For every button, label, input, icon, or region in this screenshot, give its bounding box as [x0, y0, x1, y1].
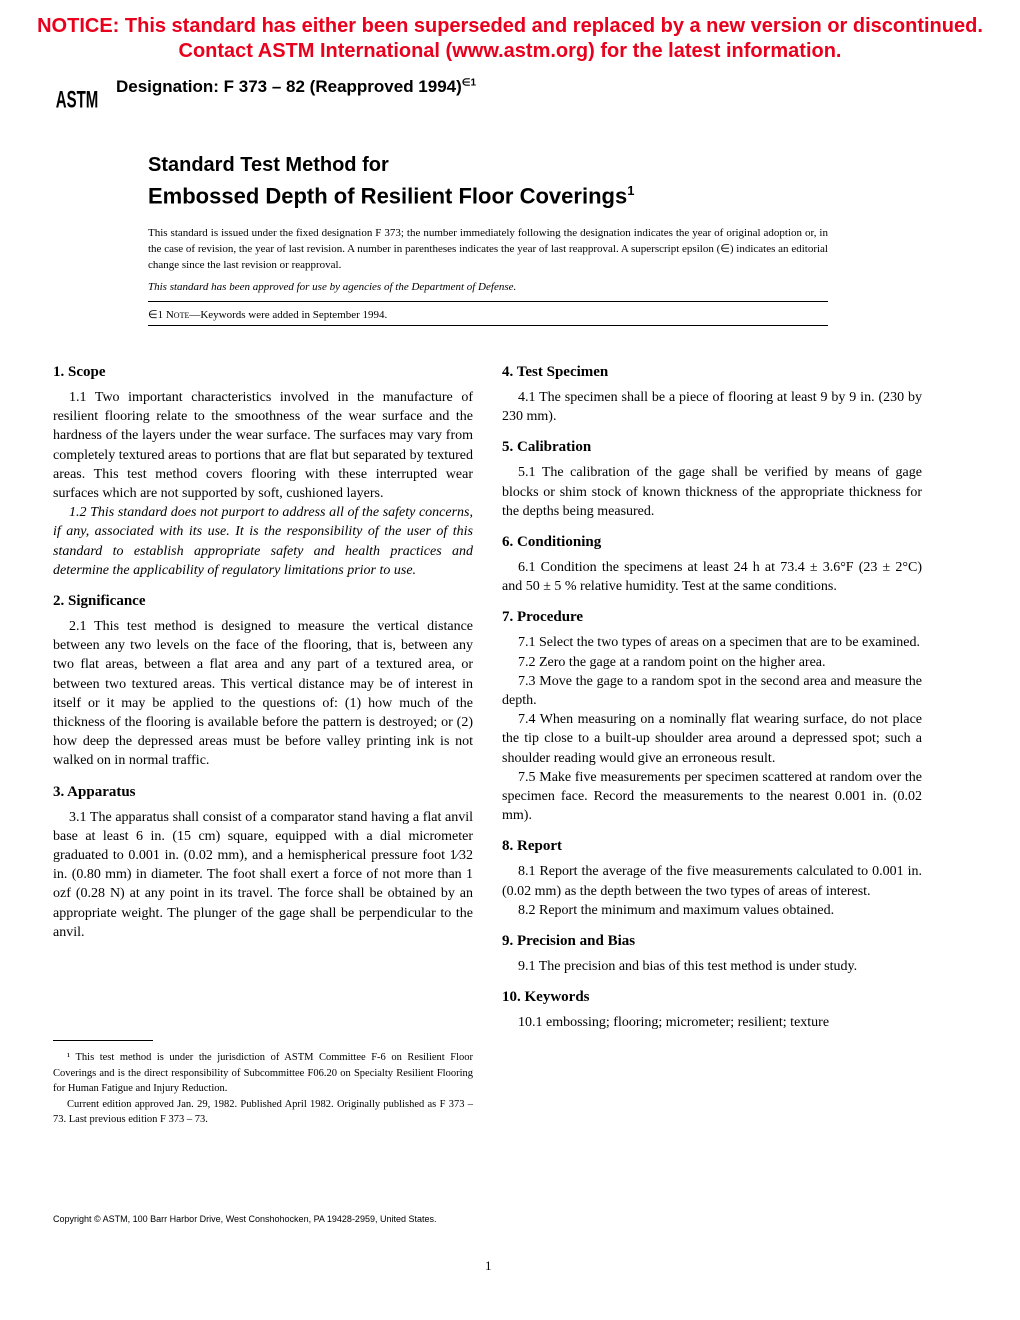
title-line-1: Standard Test Method for [148, 154, 389, 176]
notice-line-1: NOTICE: This standard has either been superseded and replaced by a new version or discontinued. [37, 15, 983, 37]
paragraph: 7.2 Zero the gage at a random point on the higher area. [518, 654, 826, 670]
paragraph: 7.5 Make five measurements per specimen scattered at random over the specimen face. Record the measurements to the nearest 0.001 in. (0.02 mm). [502, 769, 922, 824]
section-heading: 2. Significance [53, 593, 146, 610]
section-heading: 8. Report [502, 838, 562, 855]
section-precision-bias [502, 931, 922, 976]
logo-text: ASTM [55, 87, 99, 114]
section-heading: 10. Keywords [502, 989, 590, 1006]
section-heading: 4. Test Specimen [502, 364, 609, 380]
section-conditioning [502, 532, 922, 596]
paragraph: 4.1 The specimen shall be a piece of flooring at least 9 by 9 in. (230 by 230 mm). [502, 390, 922, 425]
section-keywords [502, 987, 922, 1032]
paragraph: 7.4 When measuring on a nominally flat wearing surface, do not place the tip close to a built-up shoulder area around a depressed spot; such a shoulder reading would give an erroneous result. [502, 712, 922, 766]
section-test-specimen [502, 362, 922, 426]
section-scope [53, 362, 473, 580]
note-text: —Keywords were added in September 1994. [189, 309, 388, 321]
section-heading: 1. Scope [53, 364, 106, 380]
section-heading: 6. Conditioning [502, 534, 602, 551]
paragraph: 3.1 The apparatus shall consist of a comparator stand having a flat anvil base at least 6 in. (15 cm) square, equipped with a dial micrometer graduated to 0.001 in. (0.02 mm), and a hemispherical pressure foot 1⁄32 in. (0.80 mm) in diameter. The foot shall exert a force of not more than 1 ozf (0.28 N) at any point in its travel. The force shall be obtained by an appropriate weight. The plunger of the gage shall be perpendicular to the anvil. [53, 809, 473, 940]
right-column [502, 362, 922, 1043]
section-apparatus [53, 782, 473, 942]
title-main: Embossed Depth of Resilient Floor Coverings [148, 183, 628, 209]
section-significance [53, 591, 473, 771]
left-column [53, 362, 473, 953]
section-report [502, 836, 922, 920]
page-number: 1 [485, 1258, 492, 1273]
issued-statement: This standard is issued under the fixed designation F 373; the number immediately following the designation indicates the year of original adoption or, in the case of revision, the year of last revision. A number in parentheses indicates the year of last reapproval. A superscript epsilon (∈) indicates an editorial change since the last revision or reapproval. [148, 227, 828, 271]
paragraph: 6.1 Condition the specimens at least 24 h at 73.4 ± 3.6°F (23 ± 2°C) and 50 ± 5 % relative humidity. Test at the same conditions. [502, 560, 922, 595]
divider [148, 325, 828, 326]
paragraph: 10.1 embossing; flooring; micrometer; resilient; texture [518, 1015, 830, 1031]
editorial-note [148, 308, 387, 321]
section-heading: 3. Apparatus [53, 783, 136, 800]
divider [148, 301, 828, 302]
section-heading: 9. Precision and Bias [502, 933, 636, 950]
section-calibration [502, 437, 922, 521]
title-footnote-marker: 1 [627, 183, 635, 198]
designation-text: Designation: F 373 – 82 (Reapproved 1994) [116, 77, 462, 96]
paragraph: 8.1 Report the average of the five measurements calculated to 0.001 in. (0.02 mm) as the depth between the two types of areas of interest. [502, 864, 922, 899]
section-heading: 5. Calibration [502, 439, 592, 456]
footnote-paragraph: ¹ This test method is under the jurisdiction of ASTM Committee F-6 on Resilient Floor Coverings and is the direct responsibility of Subcommittee F06.20 on Specialty Resilient Flooring for Human Fatigue and Injury Reduction. [53, 1052, 473, 1095]
footnote [53, 1050, 473, 1128]
copyright: Copyright © ASTM, 100 Barr Harbor Drive, West Conshohocken, PA 19428-2959, United States. [53, 1214, 437, 1224]
supersession-notice [0, 14, 1020, 64]
note-label: Note [165, 309, 190, 321]
footnote-divider [53, 1040, 153, 1041]
footnote-paragraph: Current edition approved Jan. 29, 1982. Published April 1982. Originally published as F 373 – 73. Last previous edition F 373 – 73. [53, 1098, 473, 1126]
document-title [148, 153, 634, 209]
paragraph: 1.1 Two important characteristics involved in the manufacture of resilient flooring relate to the smoothness of the wear surface and the hardness of the layers under the wear surface. The surfaces may vary from completely textured areas to portions that are flat but separated by textured areas. This test method covers flooring with these interrupted wear surfaces which are not supported by soft, cushioned layers. [53, 390, 473, 502]
section-procedure [502, 607, 922, 825]
designation [116, 77, 476, 97]
paragraph: 7.3 Move the gage to a random spot in the second area and measure the depth. [502, 673, 922, 709]
note-marker: ∈1 [148, 309, 164, 321]
paragraph: 1.2 This standard does not purport to address all of the safety concerns, if any, associated with its use. It is the responsibility of the user of this standard to establish appropriate safety and health practices and determine the applicability of regulatory limitations prior to use. [53, 505, 473, 578]
section-heading: 7. Procedure [502, 609, 584, 626]
paragraph: 7.1 Select the two types of areas on a specimen that are to be examined. [518, 635, 920, 651]
paragraph: 5.1 The calibration of the gage shall be verified by means of gage blocks or shim stock of known thickness of the appropriate thickness for the depths being measured. [502, 465, 922, 519]
astm-logo [52, 74, 102, 118]
dod-approval-statement: This standard has been approved for use by agencies of the Department of Defense. [148, 281, 517, 293]
paragraph: 9.1 The precision and bias of this test method is under study. [518, 959, 858, 975]
paragraph: 2.1 This test method is designed to measure the vertical distance between any two levels on the face of the flooring, that is, between any two flat areas, between a flat area and any part of a textured area, or between two textured areas. This vertical distance may be of interest in itself or it may be applied to the questions of: (1) how much of the thickness of the flooring is available before the pattern is destroyed; or (2) how deep the depressed areas must be before valley printing ink is not walked on in normal traffic. [53, 619, 473, 769]
title-line-2 [148, 177, 634, 209]
designation-epsilon: ∈1 [461, 77, 477, 89]
notice-line-2: Contact ASTM International (www.astm.org) for the latest information. [178, 40, 842, 62]
paragraph: 8.2 Report the minimum and maximum values obtained. [518, 902, 835, 918]
